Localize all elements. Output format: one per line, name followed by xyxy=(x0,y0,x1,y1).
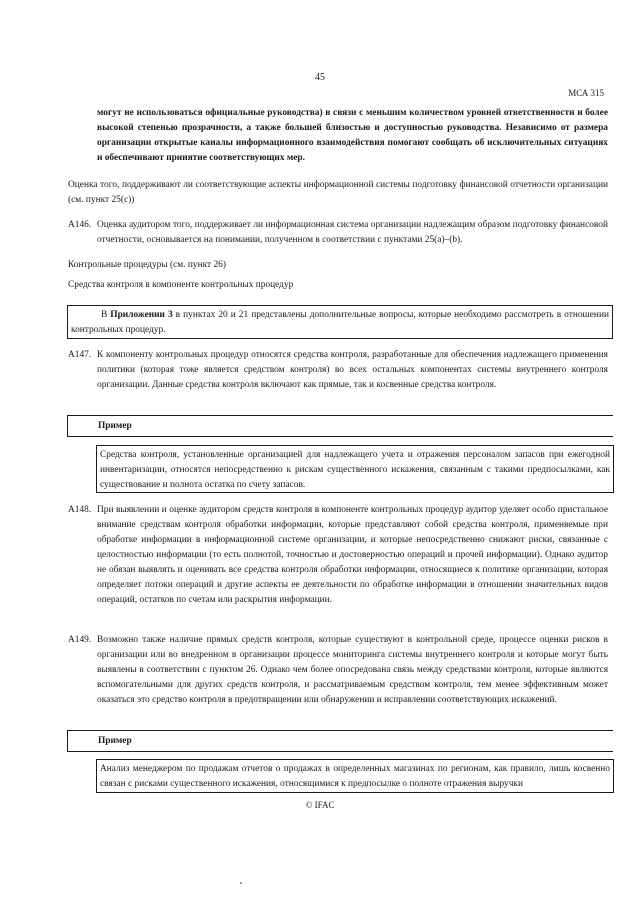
continued-paragraph: могут не использоваться официальные руководства) в связи с меньшим количеством уровней ответственности и более высокой степенью прозрачности, а также большей близостью и доступностью руководства. Независимо от размера организации открытые каналы информационного взаимодействия помогают сообщать об исключительных ситуациях и обеспечивают принятие соответствующих мер. xyxy=(97,108,608,163)
paragraph-text: При выявлении и оценке аудитором средств контроля в компоненте контрольных процедур аудитор уделяет особо пристальное внимание средствам контроля обработки информации, которые представляют собой средства контроля, применяемые при обработке информации в информационной системе организации, и которые непосредственно снижают риски, связанные с целостностью информации (то есть полнотой, точностью и достоверностью операций и прочей информации). Однако аудитор не обязан выявлять и оценивать все средства контроля обработки информации, относящиеся к политике организации, которая определяет потоки операций и другие аспекты ее деятельности по обработке информации в отношении значительных видов операций, остатков по счетам или раскрытия информации. xyxy=(97,505,608,605)
example-box xyxy=(96,759,614,793)
example-label: Пример xyxy=(98,421,132,431)
paragraph-text: К компоненту контрольных процедур относятся средства контроля, разработанные для обеспечения надлежащего применения политики (которая тоже является средством контроля) во всех остальных компонентах системы внутреннего контроля организации. Данные средства контроля включают как прямые, так и косвенные средства контроля. xyxy=(97,350,608,390)
example-text: Средства контроля, установленные организацией для надлежащего учета и отражения персоналом запасов при ежегодной инвентаризации, относятся непосредственно к рискам существенного искажения, связанным с такими предпосылками, как существование и полнота остатка по счету запасов. xyxy=(100,450,610,490)
assessment-heading: Оценка того, поддерживают ли соответствующие аспекты информационной системы подготовку финансовой отчетности организации (см. пункт 25(c)) xyxy=(68,180,608,205)
paragraph-number: A147. xyxy=(68,350,92,360)
appendix-text-pre: В xyxy=(101,310,111,320)
paragraph-number: A149. xyxy=(68,635,92,645)
page-number: 45 xyxy=(315,72,325,83)
example-text: Анализ менеджером по продажам отчетов о продажах в определенных магазинах по регионам, как правило, лишь косвенно связан с рисками существенного искажения, относящимися к предпосылке о полноте отражения выручки xyxy=(100,764,610,789)
paragraph-number: A148. xyxy=(68,505,92,515)
appendix-link-text: Приложении 3 xyxy=(110,310,173,320)
appendix-text-post: в пунктах 20 и 21 представлены дополнительные вопросы, которые необходимо рассмотреть в отношении контрольных процедур. xyxy=(71,310,609,335)
example-label-box xyxy=(67,415,613,437)
control-procedures-heading: Контрольные процедуры (см. пункт 26) xyxy=(68,260,226,270)
appendix-note-box xyxy=(67,305,613,339)
paragraph-text: Оценка аудитором того, поддерживает ли информационная система организации надлежащим образом подготовку финансовой отчетности, основывается на понимании, полученном в соответствии с пунктами 25(a)–(b). xyxy=(97,220,608,245)
footer-copyright: © IFAC xyxy=(305,800,335,810)
paragraph-text: Возможно также наличие прямых средств контроля, которые существуют в контрольной среде, процессе оценки рисков в организации или во внедренном в организации процессе мониторинга системы внутреннего контроля и которые могут быть выявлены в соответствии с пунктом 26. Однако чем более опосредована связь между средствами контроля, которые являются вспомогательными для других средств контроля, и рассматриваемым средством контроля, тем менее эффективным может оказаться это средство контроля в предотвращении или обнаружении и исправлении соответствующих искажений. xyxy=(97,635,608,705)
example-label-box xyxy=(67,730,613,752)
paragraph-number: A146. xyxy=(68,220,92,230)
example-label: Пример xyxy=(98,736,132,746)
scan-speck xyxy=(240,882,242,884)
controls-component-heading: Средства контроля в компоненте контрольных процедур xyxy=(68,280,294,290)
document-code: МСА 315 xyxy=(568,88,604,98)
example-box xyxy=(96,445,614,493)
